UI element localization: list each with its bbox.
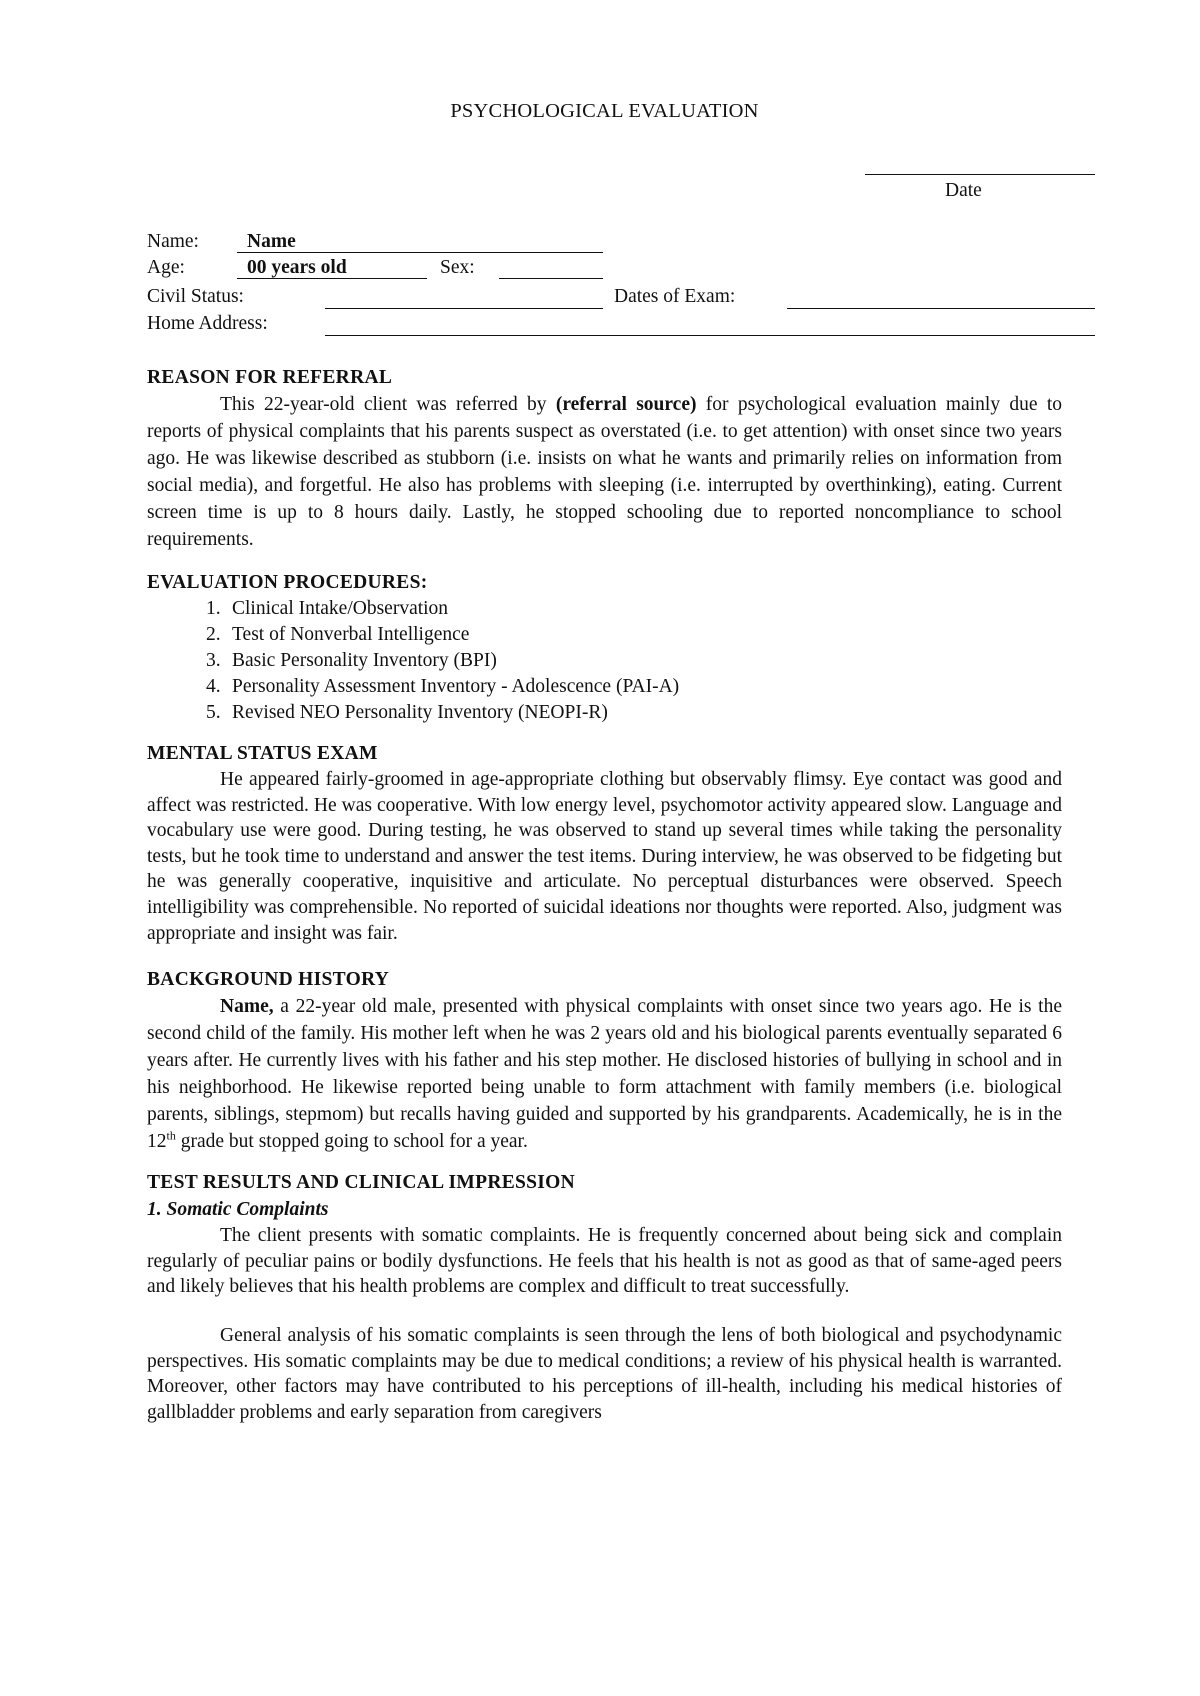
somatic-subheading: 1. Somatic Complaints xyxy=(147,1199,329,1221)
referral-text-start: This 22-year-old client was referred by xyxy=(220,394,556,415)
background-paragraph xyxy=(147,993,1062,1155)
list-number: 1. xyxy=(206,598,221,619)
list-number: 2. xyxy=(206,624,221,645)
list-text: Test of Nonverbal Intelligence xyxy=(232,624,470,645)
list-number: 5. xyxy=(206,702,221,723)
list-item xyxy=(147,648,1062,674)
dates-of-exam-label: Dates of Exam: xyxy=(614,286,736,307)
mse-section xyxy=(147,740,1062,946)
list-text: Revised NEO Personality Inventory (NEOPI-R) xyxy=(232,702,608,723)
procedures-list xyxy=(147,596,1062,726)
civil-status-line xyxy=(325,308,603,309)
dates-of-exam-line xyxy=(787,308,1095,309)
sex-line xyxy=(499,278,603,279)
mse-paragraph: He appeared fairly-groomed in age-appropriate clothing but observably flimsy. Eye contact was good and affect was restricted. He was cooperative. With low energy level, psychomotor activity appeared slow. Language and vocabulary use were good. During testing, he was observed to stand up several times while taking the personality tests, but he took time to understand and answer the test items. During interview, he was observed to be fidgeting but he was generally cooperative, inquisitive and articulate. No perceptual disturbances were observed. Speech intelligibility was comprehensible. No reported of suicidal ideations nor thoughts were reported. Also, judgment was appropriate and insight was fair. xyxy=(147,769,1062,944)
sex-label: Sex: xyxy=(440,257,475,278)
background-text-start: a 22-year old male, presented with physical complaints with onset since two years ago. He is the second child of the family. His mother left when he was 2 years old and his biological parents eventually separated 6 years after. He currently lives with his father and his step mother. He disclosed histories of bullying in school and in his neighborhood. He likewise reported being unable to form attachment with family members (i.e. biological parents, siblings, stepmom) but recalls having guided and supported by his grandparents. Academically, he is in the 12 xyxy=(147,996,1062,1153)
somatic-paragraph-2: General analysis of his somatic complaints is seen through the lens of both biological and psychodynamic perspectives. His somatic complaints may be due to medical conditions; a review of his physical health is warranted. Moreover, other factors may have contributed to his perceptions of ill-health, including his medical histories of gallbladder problems and early separation from caregivers xyxy=(147,1324,1062,1423)
background-section xyxy=(147,966,1062,1155)
age-value: 00 years old xyxy=(247,257,347,278)
paragraph-gap xyxy=(147,1300,1062,1323)
list-number: 3. xyxy=(206,650,221,671)
home-address-line xyxy=(325,335,1095,336)
referral-heading: REASON FOR REFERRAL xyxy=(147,367,393,388)
civil-status-label: Civil Status: xyxy=(147,286,244,307)
list-item xyxy=(147,700,1062,726)
home-address-label: Home Address: xyxy=(147,313,268,334)
date-label: Date xyxy=(945,180,982,201)
list-item xyxy=(147,596,1062,622)
procedures-heading: EVALUATION PROCEDURES: xyxy=(147,572,428,593)
referral-text-end: for psychological evaluation mainly due to reports of physical complaints that his parents suspect as overstated (i.e. to get attention) with onset since two years ago. He was likewise described as stubborn (i.e. insists on what he wants and primarily relies on information from social media), and forgetful. He also has problems with sleeping (i.e. interrupted by overthinking), eating. Current screen time is up to 8 hours daily. Lastly, he stopped schooling due to reported noncompliance to school requirements. xyxy=(147,394,1062,550)
list-item xyxy=(147,622,1062,648)
age-label: Age: xyxy=(147,257,185,278)
list-text: Personality Assessment Inventory - Adolescence (PAI-A) xyxy=(232,676,680,697)
name-label: Name: xyxy=(147,231,199,252)
list-item xyxy=(147,674,1062,700)
name-line xyxy=(237,252,603,253)
age-line xyxy=(237,278,427,279)
superscript-th: th xyxy=(166,1128,176,1143)
procedures-section xyxy=(147,569,1062,726)
document-body xyxy=(147,364,1062,1435)
list-text: Clinical Intake/Observation xyxy=(232,598,449,619)
client-name: Name, xyxy=(220,996,274,1018)
results-heading: TEST RESULTS AND CLINICAL IMPRESSION xyxy=(147,1172,576,1194)
name-value: Name xyxy=(247,231,296,252)
list-number: 4. xyxy=(206,676,221,697)
document-title: PSYCHOLOGICAL EVALUATION xyxy=(450,100,759,122)
date-line xyxy=(865,174,1095,175)
referral-paragraph xyxy=(147,391,1062,553)
somatic-paragraph-1: The client presents with somatic complaints. He is frequently concerned about being sick and complain regularly of peculiar pains or bodily dysfunctions. He feels that his health is not as good as that of same-aged peers and likely believes that his health problems are complex and difficult to treat successfully. xyxy=(147,1225,1062,1298)
mse-heading: MENTAL STATUS EXAM xyxy=(147,743,378,764)
list-text: Basic Personality Inventory (BPI) xyxy=(232,650,497,671)
results-section xyxy=(147,1169,1062,1425)
referral-section xyxy=(147,364,1062,553)
background-text-end: grade but stopped going to school for a year. xyxy=(175,1131,528,1153)
referral-source: (referral source) xyxy=(555,394,697,415)
background-heading: BACKGROUND HISTORY xyxy=(147,969,390,991)
